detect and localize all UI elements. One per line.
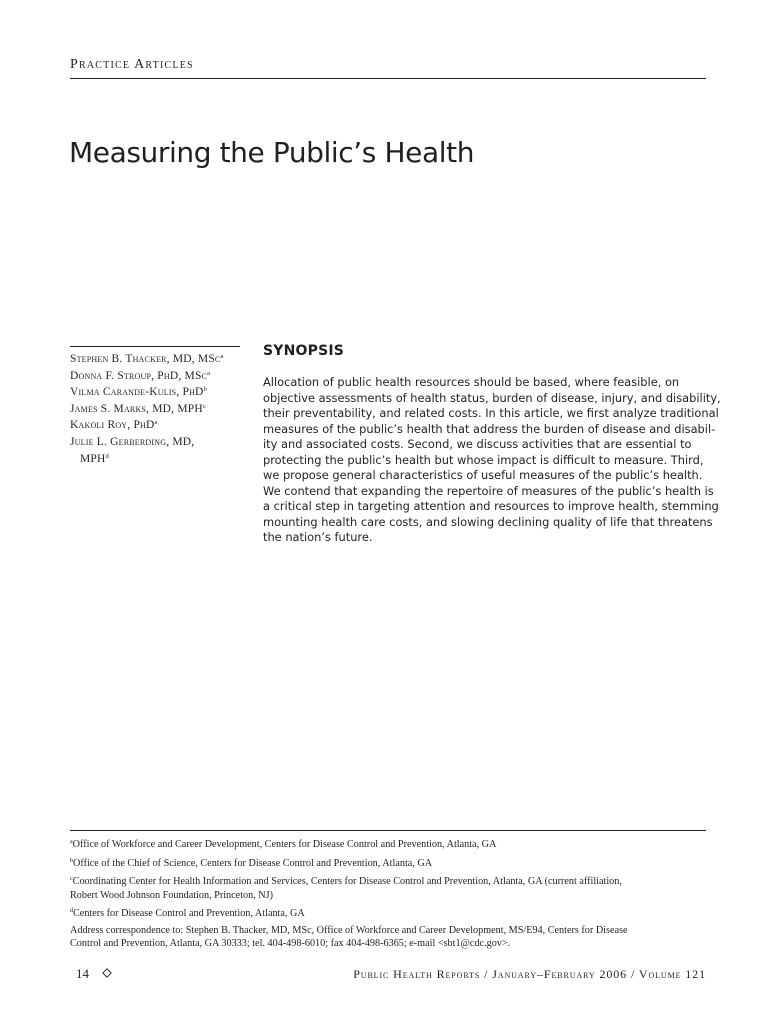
running-footer: Public Health Reports / January–February 2006 / Volume 121 bbox=[353, 967, 706, 981]
synopsis-line: We contend that expanding the repertoire of measures of the public’s health is bbox=[263, 483, 714, 498]
synopsis-heading: SYNOPSIS bbox=[263, 343, 345, 359]
author-name: Kakoli Roy, PhD bbox=[70, 419, 155, 432]
author-name: Stephen B. Thacker, MD, MSc bbox=[70, 353, 221, 365]
footnote-mark: d bbox=[70, 908, 73, 914]
footnote-c bbox=[70, 873, 710, 902]
author-list bbox=[70, 350, 260, 466]
author-name: Donna F. Stroup, PhD, MSc bbox=[70, 369, 208, 382]
affiliation-mark: b bbox=[203, 386, 208, 394]
footnote-rule bbox=[70, 830, 706, 831]
footnote-mark: c bbox=[70, 876, 73, 882]
footnote-mark: b bbox=[70, 857, 73, 864]
synopsis-line: measures of the public’s health that address the burden of disease and disabil- bbox=[263, 421, 716, 436]
author-entry bbox=[70, 350, 260, 367]
author-entry bbox=[70, 433, 260, 450]
synopsis-line: we propose general characteristics of useful measures of the public’s health. bbox=[263, 468, 703, 483]
synopsis-line: a critical step in targeting attention and resources to improve health, stemming bbox=[263, 499, 719, 514]
footnote-text: Coordinating Center for Health Information and Services, Centers for Disease Control and Prevention, Atlanta, GA (current affiliation, bbox=[72, 876, 622, 887]
footnote-a bbox=[70, 836, 710, 852]
page-number: 14 bbox=[76, 966, 89, 981]
correspondence-text: Control and Prevention, Atlanta, GA 30333; tel. 404-498-6010; fax 404-498-6365; e-mail <sbt1@cdc.gov>. bbox=[70, 938, 511, 949]
diamond-icon bbox=[102, 968, 112, 978]
correspondence-note bbox=[70, 924, 710, 951]
synopsis-line: their preventability, and related costs. In this article, we first analyze traditional bbox=[263, 406, 719, 421]
author-entry bbox=[70, 400, 260, 417]
article-title: Measuring the Public’s Health bbox=[69, 136, 475, 169]
affiliation-mark: c bbox=[202, 402, 206, 410]
synopsis-line: mounting health care costs, and slowing declining quality of life that threatens bbox=[263, 514, 713, 529]
synopsis-line: ity and associated costs. Second, we discuss activities that are essential to bbox=[263, 437, 692, 452]
synopsis-line: objective assessments of health status, burden of disease, injury, and disability, bbox=[263, 390, 721, 405]
footnote-text: Office of the Chief of Science, Centers for Disease Control and Prevention, Atlanta, GA bbox=[73, 857, 433, 869]
footnote-b bbox=[70, 855, 710, 871]
affiliation-mark: d bbox=[105, 452, 109, 460]
affiliation-mark: a bbox=[220, 353, 224, 360]
footnote-text: Office of Workforce and Career Development, Centers for Disease Control and Prevention, Atlanta, GA bbox=[72, 839, 497, 850]
author-name: Vilma Carande-Kulis, PhD bbox=[70, 386, 204, 399]
footnote-d bbox=[70, 905, 710, 921]
author-rule bbox=[70, 346, 240, 347]
footnote-text: Centers for Disease Control and Prevention, Atlanta, GA bbox=[73, 908, 305, 919]
synopsis-line: the nation’s future. bbox=[263, 530, 373, 545]
synopsis-line: Allocation of public health resources should be based, where feasible, on bbox=[263, 375, 680, 389]
footnote-mark: a bbox=[70, 839, 73, 845]
synopsis-body bbox=[263, 375, 721, 546]
footnote-text: Robert Wood Johnson Foundation, Princeton, NJ) bbox=[70, 889, 274, 901]
affiliation-mark: a bbox=[154, 419, 158, 427]
author-name: James S. Marks, MD, MPH bbox=[70, 402, 203, 415]
author-entry bbox=[70, 367, 260, 384]
author-name: MPH bbox=[80, 452, 106, 465]
correspondence-text: Address correspondence to: Stephen B. Thacker, MD, MSc, Office of Workforce and Career Development, MS/E94, Centers for Disease bbox=[70, 924, 628, 936]
author-entry bbox=[70, 450, 260, 467]
section-label: Practice Articles bbox=[70, 57, 194, 72]
affiliation-mark: a bbox=[207, 369, 211, 377]
header-rule bbox=[70, 78, 706, 79]
footnotes bbox=[70, 836, 710, 954]
author-name: Julie L. Gerberding, MD, bbox=[70, 435, 195, 448]
author-entry bbox=[70, 416, 260, 433]
author-entry bbox=[70, 383, 260, 400]
synopsis-line: protecting the public’s health but whose impact is difficult to measure. Third, bbox=[263, 452, 704, 467]
